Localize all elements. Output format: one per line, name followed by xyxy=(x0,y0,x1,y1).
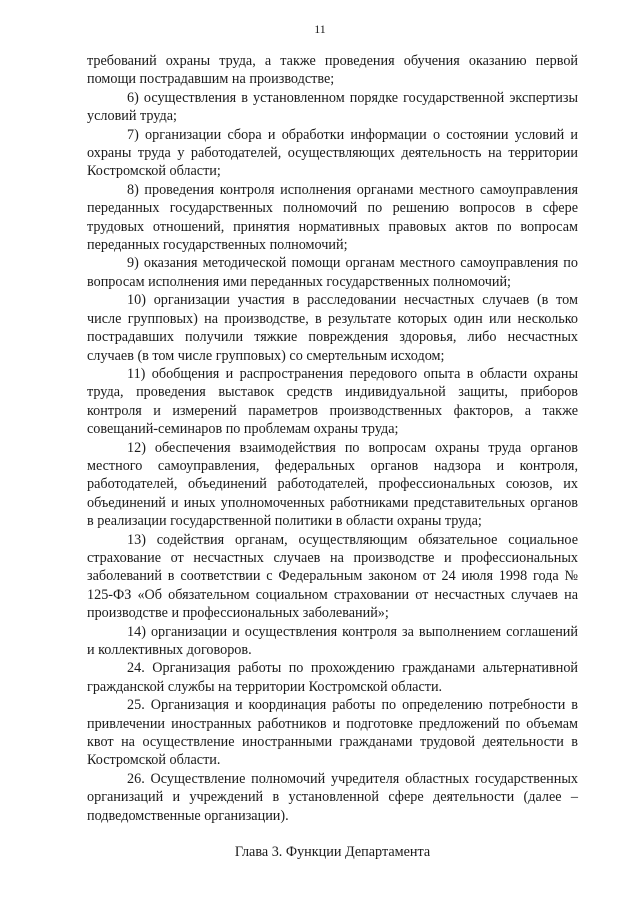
paragraph-item-9: 9) оказания методической помощи органам местного самоуправления по вопросам исполнения ими переданных государственных полномочий; xyxy=(87,255,578,290)
body-text xyxy=(87,52,578,861)
paragraph-section-25: 25. Организация и координация работы по определению потребности в привлечении иностранных работников и подготовке предложений по объемам квот на осуществление иностранными гражданами трудовой деятельности в Костромской области. xyxy=(87,697,578,769)
paragraph-item-11: 11) обобщения и распространения передового опыта в области охраны труда, проведения выставок средств индивидуальной защиты, приборов контроля и измерений параметров производственных факторов, а также совещаний-семинаров по проблемам охраны труда; xyxy=(87,365,578,438)
paragraph-item-12: 12) обеспечения взаимодействия по вопросам охраны труда органов местного самоуправления, федеральных органов надзора и контроля, работодателей, объединений работодателей, профессиональных союзов, их объединений и иных уполномоченных работниками представительных органов в реализации государственной политики в области охраны труда; xyxy=(87,439,578,530)
paragraph-item-10: 10) организации участия в расследовании несчастных случаев (в том числе групповых) на производстве, в результате которых один или несколько пострадавших получили тяжкие повреждения здоровья, либо несчастных случаев (в том числе групповых) со смертельным исходом; xyxy=(87,292,578,364)
paragraph-item-8: 8) проведения контроля исполнения органами местного самоуправления переданных государственных полномочий по решению вопросов в сфере трудовых отношений, принятия нормативных правовых актов по вопросам переданных государственных полномочий; xyxy=(87,181,578,254)
paragraph-section-24: 24. Организация работы по прохождению гражданами альтернативной гражданской службы на территории Костромской области. xyxy=(87,660,578,695)
paragraph-item-14: 14) организации и осуществления контроля за выполнением соглашений и коллективных договоров. xyxy=(87,623,578,658)
paragraph-section-26: 26. Осуществление полномочий учредителя областных государственных организаций и учреждений в установленной сфере деятельности (далее – подведомственные организации). xyxy=(87,770,578,824)
chapter-title: Глава 3. Функции Департамента xyxy=(234,844,431,861)
paragraph-item-13: 13) содействия органам, осуществляющим обязательное социальное страхование от несчастных случаев на производстве и профессиональных заболеваний в соответствии с Федеральным законом от 24 июля 1998 года № 125-ФЗ «Об обязательном социальном страховании от несчастных случаев на производстве и профессиональных заболеваний»; xyxy=(87,531,578,622)
paragraph-item-7: 7) организации сбора и обработки информации о состоянии условий и охраны труда у работодателей, осуществляющих деятельность на территории Костромской области; xyxy=(87,126,578,180)
page-number: 11 xyxy=(314,22,326,36)
paragraph-item-6: 6) осуществления в установленном порядке государственной экспертизы условий труда; xyxy=(87,89,578,125)
paragraph-continuation: требований охраны труда, а также проведения обучения оказанию первой помощи пострадавшим на производстве; xyxy=(87,53,578,88)
